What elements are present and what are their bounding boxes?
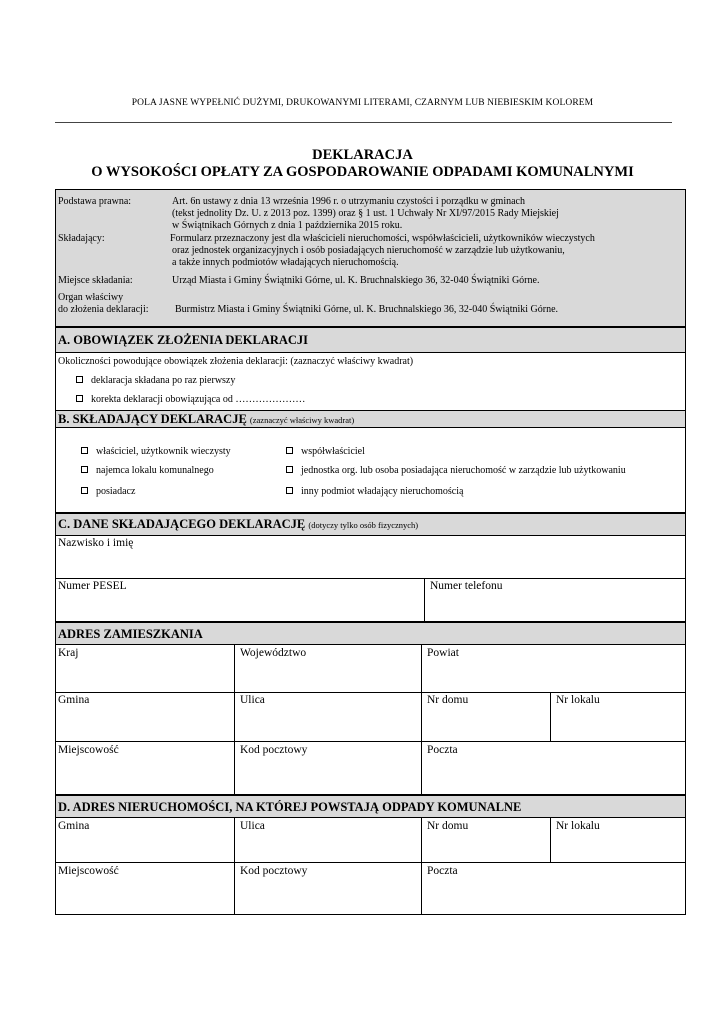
option-label: najemca lokalu komunalnego (96, 465, 214, 476)
section-d-title: D. ADRES NIERUCHOMOŚCI, NA KTÓREJ POWSTAJĄ ODPADY KOMUNALNE (58, 800, 522, 814)
fill-instruction: POLA JASNE WYPEŁNIĆ DUŻYMI, DRUKOWANYMI LITERAMI, CZARNYM LUB NIEBIESKIM KOLOREM (131, 98, 594, 108)
authority-label: Organ właściwy (58, 292, 124, 303)
section-d-column-divider (550, 817, 551, 862)
checkbox-icon[interactable] (81, 487, 88, 494)
section-c-column-divider (424, 578, 425, 622)
option-correction[interactable] (76, 394, 305, 406)
property-street-field[interactable]: Ulica (240, 820, 265, 832)
form-title-line-2: O WYSOKOŚCI OPŁATY ZA GOSPODAROWANIE ODPADAMI KOMUNALNYMI (91, 164, 634, 180)
locality-field[interactable]: Miejscowość (58, 744, 119, 756)
option-label: współwłaściciel (301, 446, 365, 457)
section-c-note: (dotyczy tylko osób fizycznych) (308, 520, 419, 530)
address-row-divider (55, 692, 686, 693)
section-d-column-divider (421, 817, 422, 915)
post-office-field[interactable]: Poczta (427, 744, 458, 756)
municipality-field[interactable]: Gmina (58, 694, 90, 706)
country-field[interactable]: Kraj (58, 647, 79, 659)
street-field[interactable]: Ulica (240, 694, 265, 706)
form-title (0, 147, 725, 181)
property-locality-field[interactable]: Miejscowość (58, 865, 119, 877)
checkbox-icon[interactable] (81, 447, 88, 454)
authority-label: do złożenia deklaracji: (58, 304, 149, 315)
section-a-title: A. OBOWIĄZEK ZŁOŻENIA DEKLARACJI (58, 333, 309, 347)
option-label: deklaracja składana po raz pierwszy (91, 375, 236, 386)
section-b-title (58, 412, 354, 427)
legal-basis-label: Podstawa prawna: (58, 196, 132, 207)
checkbox-icon[interactable] (76, 395, 83, 402)
address-row-divider (55, 741, 686, 742)
place-label: Miejsce składania: (58, 275, 133, 286)
address-column-divider (421, 644, 422, 795)
submitter-line: Formularz przeznaczony jest dla właścicieli nieruchomości, współwłaścicieli, użytkowników wieczystych (170, 233, 595, 244)
option-tenant[interactable] (81, 465, 214, 477)
option-holder[interactable] (81, 486, 135, 498)
section-d-row-divider (55, 862, 686, 863)
apartment-number-field[interactable]: Nr lokalu (556, 694, 600, 706)
option-label: inny podmiot władający nieruchomością (301, 486, 464, 497)
pesel-field[interactable]: Numer PESEL (58, 580, 127, 592)
option-label: jednostka org. lub osoba posiadająca nieruchomość w zarządzie lub użytkowaniu (301, 465, 626, 476)
option-label: posiadacz (96, 486, 136, 497)
section-b-note: (zaznaczyć właściwy kwadrat) (249, 415, 355, 425)
section-c-divider (55, 578, 686, 579)
legal-basis-line: w Świątnikach Górnych z dnia 1 października 2015 roku. (172, 220, 403, 231)
place-value: Urząd Miasta i Gminy Świątniki Górne, ul. K. Bruchnalskiego 36, 32-040 Świątniki Górne. (172, 275, 540, 286)
name-field[interactable]: Nazwisko i imię (58, 537, 134, 549)
checkbox-icon[interactable] (76, 376, 83, 383)
checkbox-icon[interactable] (286, 487, 293, 494)
submitter-line: a także innych podmiotów władających nieruchomością. (172, 257, 399, 268)
option-label: właściciel, użytkownik wieczysty (96, 446, 231, 457)
phone-field[interactable]: Numer telefonu (430, 580, 503, 592)
voivodeship-field[interactable]: Województwo (240, 647, 307, 659)
postal-code-field[interactable]: Kod pocztowy (240, 744, 308, 756)
legal-basis-line: Art. 6n ustawy z dnia 13 września 1996 r. o utrzymaniu czystości i porządku w gminach (172, 196, 525, 207)
option-organization[interactable] (286, 465, 626, 477)
section-b-title-text: B. SKŁADAJĄCY DEKLARACJĘ (58, 412, 247, 426)
property-municipality-field[interactable]: Gmina (58, 820, 90, 832)
option-owner[interactable] (81, 446, 231, 458)
county-field[interactable]: Powiat (427, 647, 459, 659)
form-title-line-1: DEKLARACJA (312, 147, 413, 163)
section-c-title (58, 517, 418, 532)
property-house-number-field[interactable]: Nr domu (427, 820, 469, 832)
address-title: ADRES ZAMIESZKANIA (58, 627, 203, 641)
submitter-line: oraz jednostek organizacyjnych i osób posiadających nieruchomość w zarządzie lub użytkowaniu, (172, 245, 565, 256)
header-rule (55, 122, 672, 123)
section-d-column-divider (234, 817, 235, 915)
address-body (55, 644, 686, 795)
address-column-divider (550, 692, 551, 741)
authority-value: Burmistrz Miasta i Gminy Świątniki Górne, ul. K. Bruchnalskiego 36, 32-040 Świątniki Górne. (175, 304, 559, 315)
property-post-office-field[interactable]: Poczta (427, 865, 458, 877)
property-apartment-number-field[interactable]: Nr lokalu (556, 820, 600, 832)
option-other-entity[interactable] (286, 486, 463, 498)
option-label: korekta deklaracji obowiązująca od ………………… (91, 394, 306, 405)
section-c-title-text: C. DANE SKŁADAJĄCEGO DEKLARACJĘ (58, 517, 306, 531)
address-column-divider (234, 644, 235, 795)
option-first-declaration[interactable] (76, 375, 235, 387)
submitter-label: Składający: (58, 233, 105, 244)
property-postal-code-field[interactable]: Kod pocztowy (240, 865, 308, 877)
option-co-owner[interactable] (286, 446, 365, 458)
checkbox-icon[interactable] (286, 466, 293, 473)
legal-basis-line: (tekst jednolity Dz. U. z 2013 poz. 1399) oraz § 1 ust. 1 Uchwały Nr XI/97/2015 Rady Miejskiej (172, 208, 559, 219)
house-number-field[interactable]: Nr domu (427, 694, 469, 706)
checkbox-icon[interactable] (286, 447, 293, 454)
section-a-intro: Okoliczności powodujące obowiązek złożenia deklaracji: (zaznaczyć właściwy kwadrat) (58, 356, 414, 367)
checkbox-icon[interactable] (81, 466, 88, 473)
